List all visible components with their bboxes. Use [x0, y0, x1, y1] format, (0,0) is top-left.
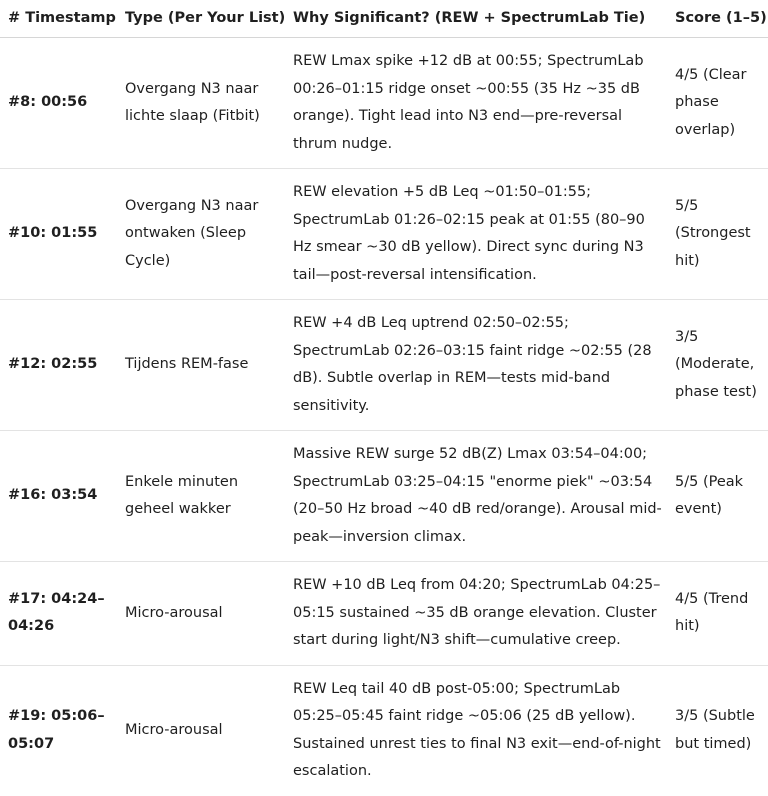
cell-why: REW elevation +5 dB Leq ~01:50–01:55; SpectrumLab 01:26–02:15 peak at 01:55 (80–90 Hz smear ~30 dB yellow). Direct sync during N3 tail—post-reversal intensification. — [284, 169, 666, 300]
cell-why: REW +4 dB Leq uptrend 02:50–02:55; SpectrumLab 02:26–03:15 faint ridge ~02:55 (28 dB). Subtle overlap in REM—tests mid-band sensitivity. — [284, 300, 666, 431]
header-score: Score (1–5) — [666, 0, 768, 38]
header-row — [0, 0, 768, 38]
cell-type: Micro-arousal — [125, 721, 223, 738]
cell-score: 5/5 (Peak event) — [666, 431, 768, 562]
header-timestamp: # Timestamp — [0, 0, 116, 38]
cell-timestamp: #19: 05:06–05:07 — [8, 708, 105, 752]
table-row — [0, 665, 768, 796]
cell-why: REW Leq tail 40 dB post-05:00; SpectrumLab 05:25–05:45 faint ridge ~05:06 (25 dB yellow). Sustained unrest ties to final N3 exit—end-of-night escalation. — [293, 680, 661, 779]
cell-score: 4/5 (Clear phase overlap) — [666, 38, 768, 169]
cell-timestamp: #12: 02:55 — [0, 300, 116, 431]
cell-why: REW Lmax spike +12 dB at 00:55; SpectrumLab 00:26–01:15 ridge onset ~00:55 (35 Hz ~35 dB orange). Tight lead into N3 end—pre-reversal thrum nudge. — [284, 38, 666, 169]
table-row — [0, 300, 768, 431]
header-why: Why Significant? (REW + SpectrumLab Tie) — [284, 0, 666, 38]
cell-type: Tijdens REM-fase — [116, 300, 284, 431]
cell-why: Massive REW surge 52 dB(Z) Lmax 03:54–04:00; SpectrumLab 03:25–04:15 "enorme piek" ~03:54 (20–50 Hz broad ~40 dB red/orange). Arousal mid-peak—inversion climax. — [284, 431, 666, 562]
table-row — [0, 562, 768, 666]
cell-type: Micro-arousal — [116, 562, 284, 666]
cell-type: Overgang N3 naar ontwaken (Sleep Cycle) — [116, 169, 284, 300]
cell-score: 3/5 (Subtle but timed) — [675, 708, 755, 752]
header-type: Type (Per Your List) — [116, 0, 284, 38]
table-row — [0, 431, 768, 562]
cell-timestamp: #8: 00:56 — [0, 38, 116, 169]
cell-timestamp: #10: 01:55 — [0, 169, 116, 300]
cell-timestamp: #16: 03:54 — [0, 431, 116, 562]
cell-timestamp: #17: 04:24–04:26 — [0, 562, 116, 666]
table-row — [0, 169, 768, 300]
cell-score: 3/5 (Moderate, phase test) — [666, 300, 768, 431]
cell-type: Enkele minuten geheel wakker — [116, 431, 284, 562]
cell-why: REW +10 dB Leq from 04:20; SpectrumLab 04:25–05:15 sustained ~35 dB orange elevation. Cluster start during light/N3 shift—cumulative creep. — [284, 562, 666, 666]
table-row — [0, 38, 768, 169]
cell-score: 5/5 (Strongest hit) — [666, 169, 768, 300]
cell-score: 4/5 (Trend hit) — [666, 562, 768, 666]
cell-type: Overgang N3 naar lichte slaap (Fitbit) — [116, 38, 284, 169]
